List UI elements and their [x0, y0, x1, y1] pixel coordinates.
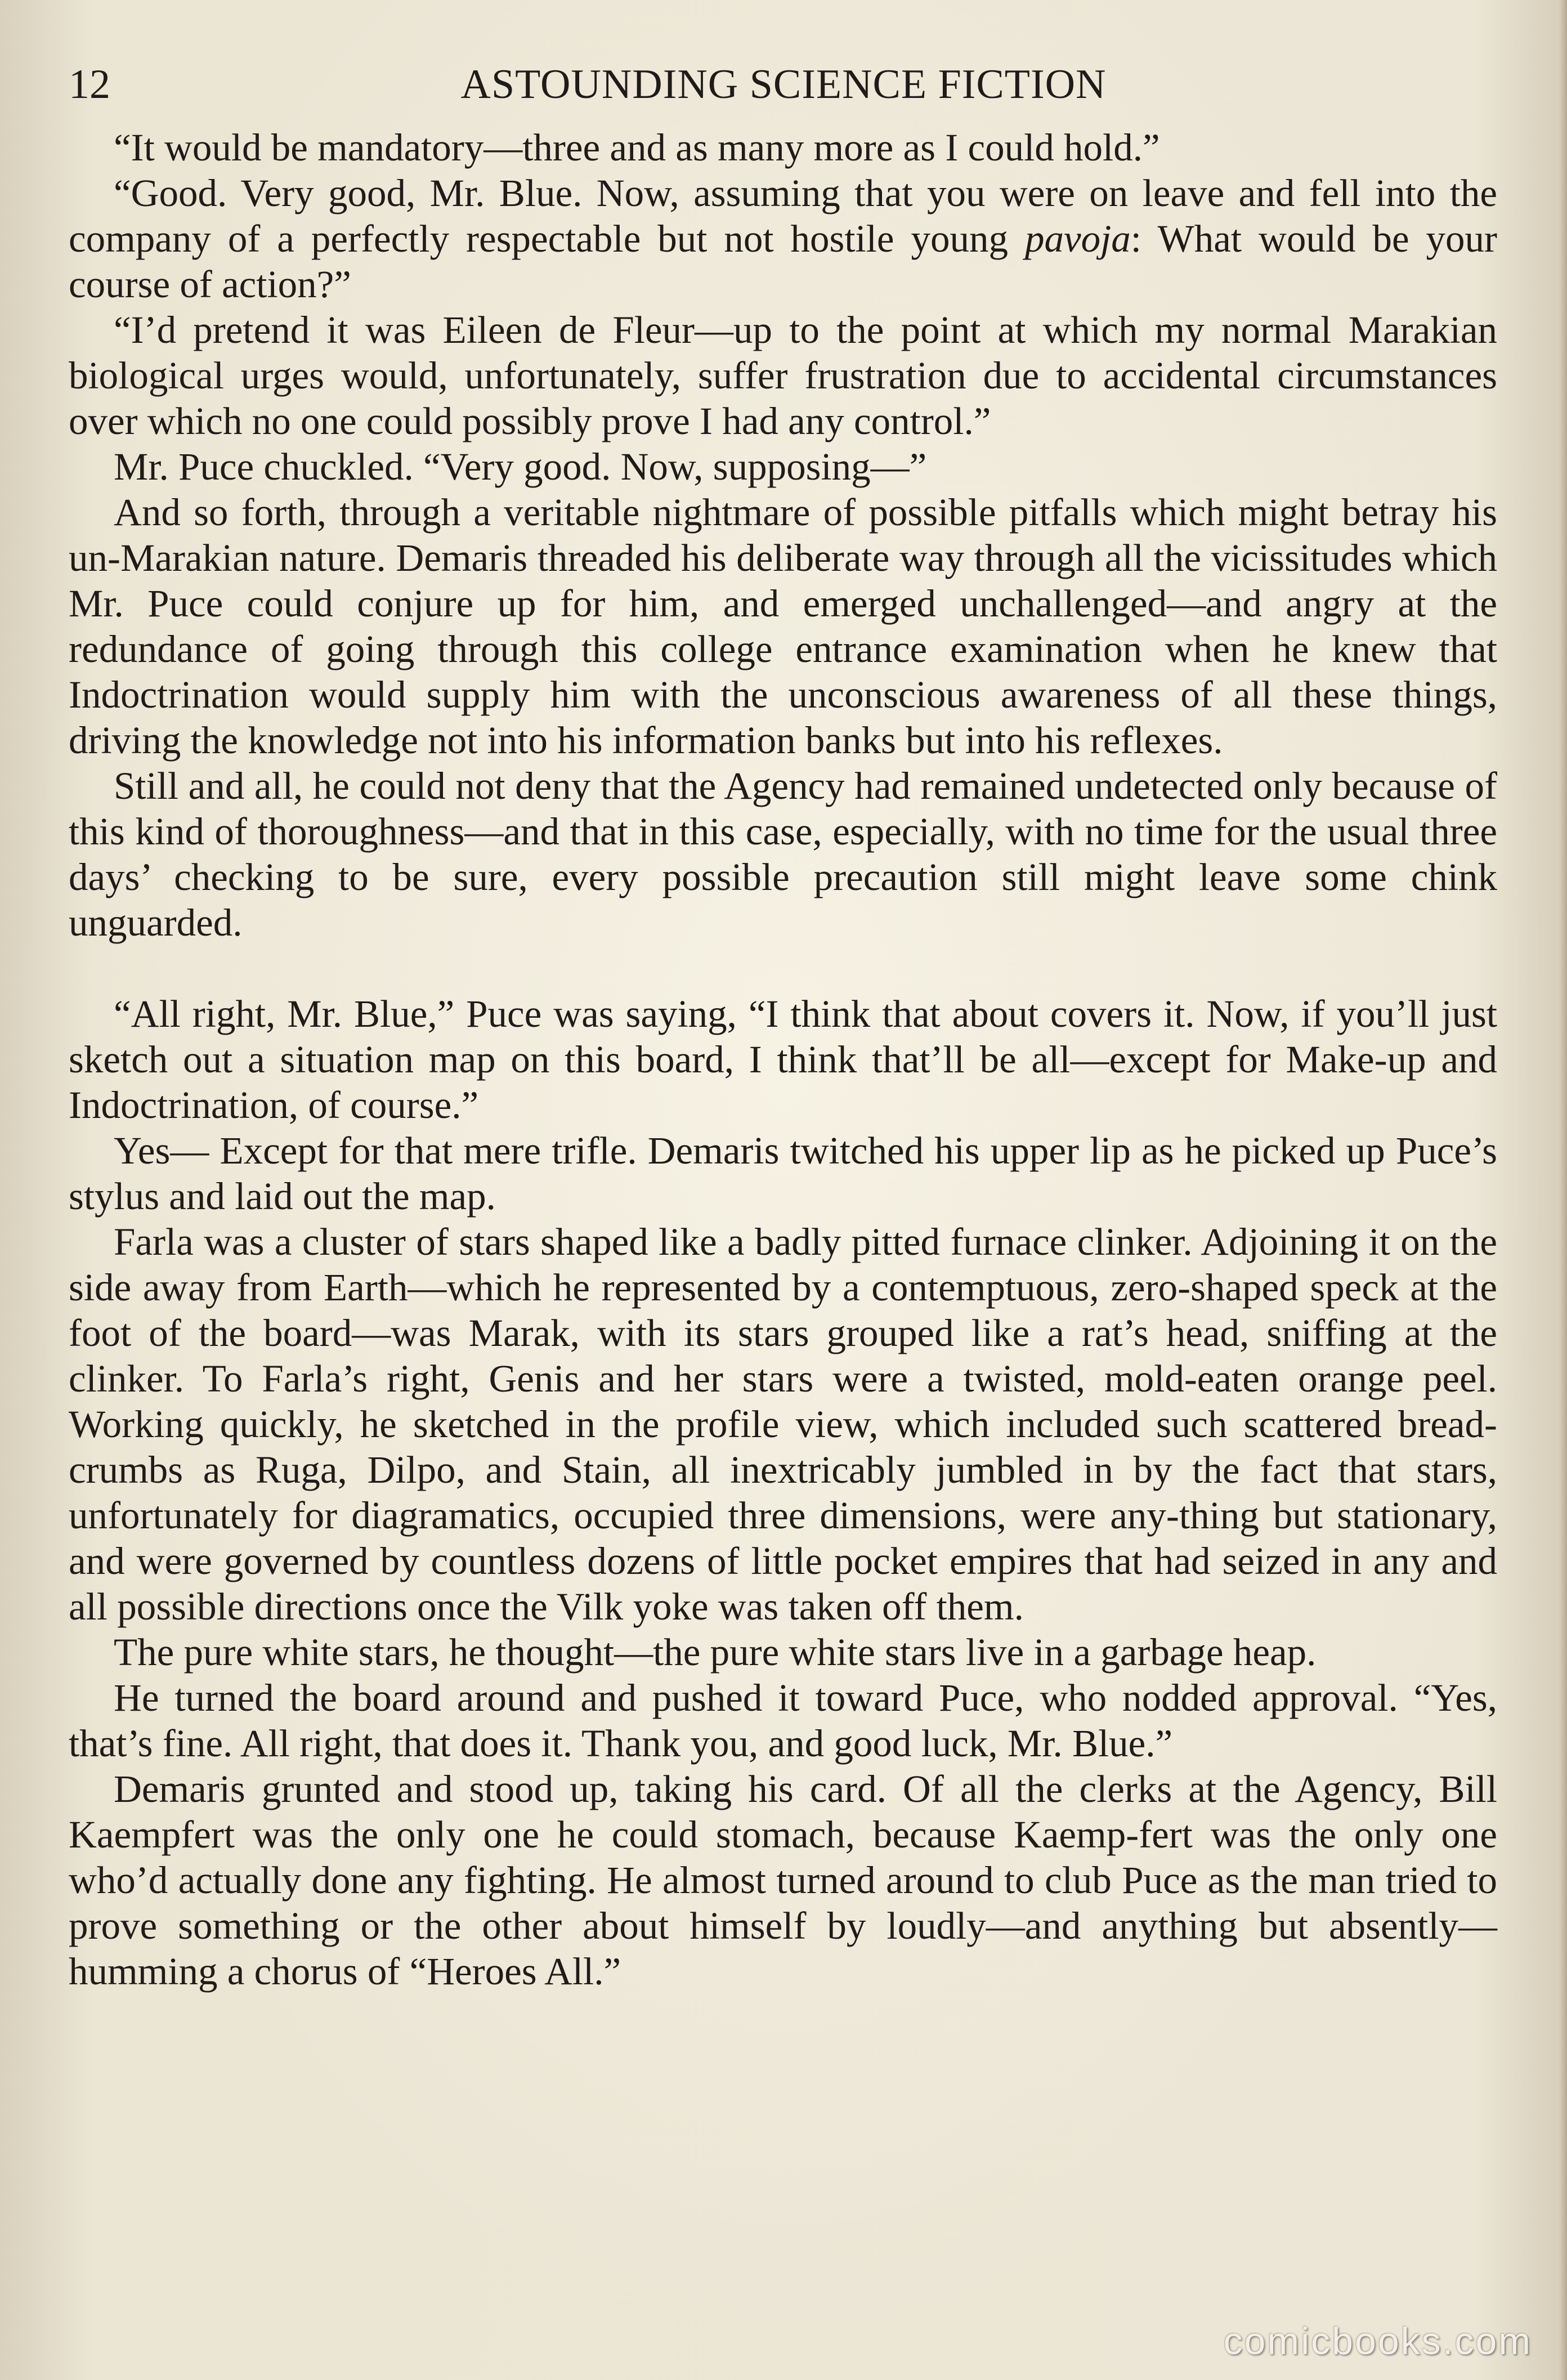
page-header: [69, 59, 1498, 110]
paragraph-9: Farla was a cluster of stars shaped like a badly pitted furnace clinker. Adjoining it on the side away from Earth—which he represented by a contemptuous, zero-shaped speck at the foot of the board—was Marak, with its stars grouped like a rat’s head, sniffing at the clinker. To Farla’s right, Genis and her stars were a twisted, mold-eaten orange peel. Working quickly, he sketched in the profile view, which included such scattered bread-crumbs as Ruga, Dilpo, and Stain, all inextricably jumbled in by the fact that stars, unfortunately for diagramatics, occupied three dimensions, were any-thing but stationary, and were governed by countless dozens of little pocket empires that had seized in any and all possible directions once the Vilk yoke was taken off them.: [69, 1220, 1497, 1628]
story-body: [69, 125, 1497, 1994]
page-edge-shadow: [1559, 0, 1567, 2380]
paragraph-2-text: “Good. Very good, Mr. Blue. Now, assuming that you were on leave and fell into the company of a perfectly respectable but not hostile young: [69, 172, 1497, 260]
paragraph-7: “All right, Mr. Blue,” Puce was saying, “I think that about covers it. Now, if you’ll just sketch out a situation map on this board, I think that’ll be all—except for Make-up and Indoctrination, of course.”: [69, 992, 1497, 1126]
paragraph-2-tail: : What would be your course of action?”: [69, 217, 1498, 306]
paragraph-5: And so forth, through a veritable nightmare of possible pitfalls which might betray his un-Marakian nature. Demaris threaded his deliberate way through all the vicissitudes which Mr. Puce could conjure up for him, and emerged unchallenged—and angry at the redundance of going through this college entrance examination when he knew that Indoctrination would supply him with the unconscious awareness of all these things, driving the knowledge not into his information banks but into his reflexes.: [69, 491, 1497, 762]
paragraph-1: “It would be mandatory—three and as many more as I could hold.”: [114, 126, 1160, 169]
paragraph-2: [69, 171, 1497, 307]
source-watermark: comicbooks.com: [1223, 2320, 1532, 2363]
paragraph-4: Mr. Puce chuckled. “Very good. Now, supposing—”: [114, 445, 927, 488]
paragraph-11: He turned the board around and pushed it toward Puce, who nodded approval. “Yes, that’s fine. All right, that does it. Thank you, and good luck, Mr. Blue.”: [69, 1676, 1497, 1765]
paragraph-2-italic-word: pavoja: [1024, 217, 1131, 260]
paragraph-8: Yes— Except for that mere trifle. Demaris twitched his upper lip as he picked up Puce’s stylus and laid out the map.: [69, 1129, 1497, 1218]
paragraph-6: Still and all, he could not deny that the Agency had remained undetected only because of this kind of thoroughness—and that in this case, especially, with no time for the usual three days’ checking to be sure, every possible precaution still might leave some chink unguarded.: [69, 764, 1497, 944]
page-number: 12: [69, 61, 110, 108]
paragraph-12: Demaris grunted and stood up, taking his card. Of all the clerks at the Agency, Bill Kaempfert was the only one he could stomach, because Kaemp-fert was the only one who’d actually done any fighting. He almost turned around to club Puce as the man tried to prove something or the other about himself by loudly—and anything but absently—humming a chorus of “Heroes All.”: [69, 1768, 1497, 1993]
paragraph-3: “I’d pretend it was Eileen de Fleur—up to the point at which my normal Marakian biological urges would, unfortunately, suffer frustration due to accidental circumstances over which no one could possibly prove I had any control.”: [69, 308, 1497, 442]
running-title: ASTOUNDING SCIENCE FICTION: [460, 61, 1107, 108]
paragraph-10: The pure white stars, he thought—the pure white stars live in a garbage heap.: [114, 1631, 1317, 1674]
